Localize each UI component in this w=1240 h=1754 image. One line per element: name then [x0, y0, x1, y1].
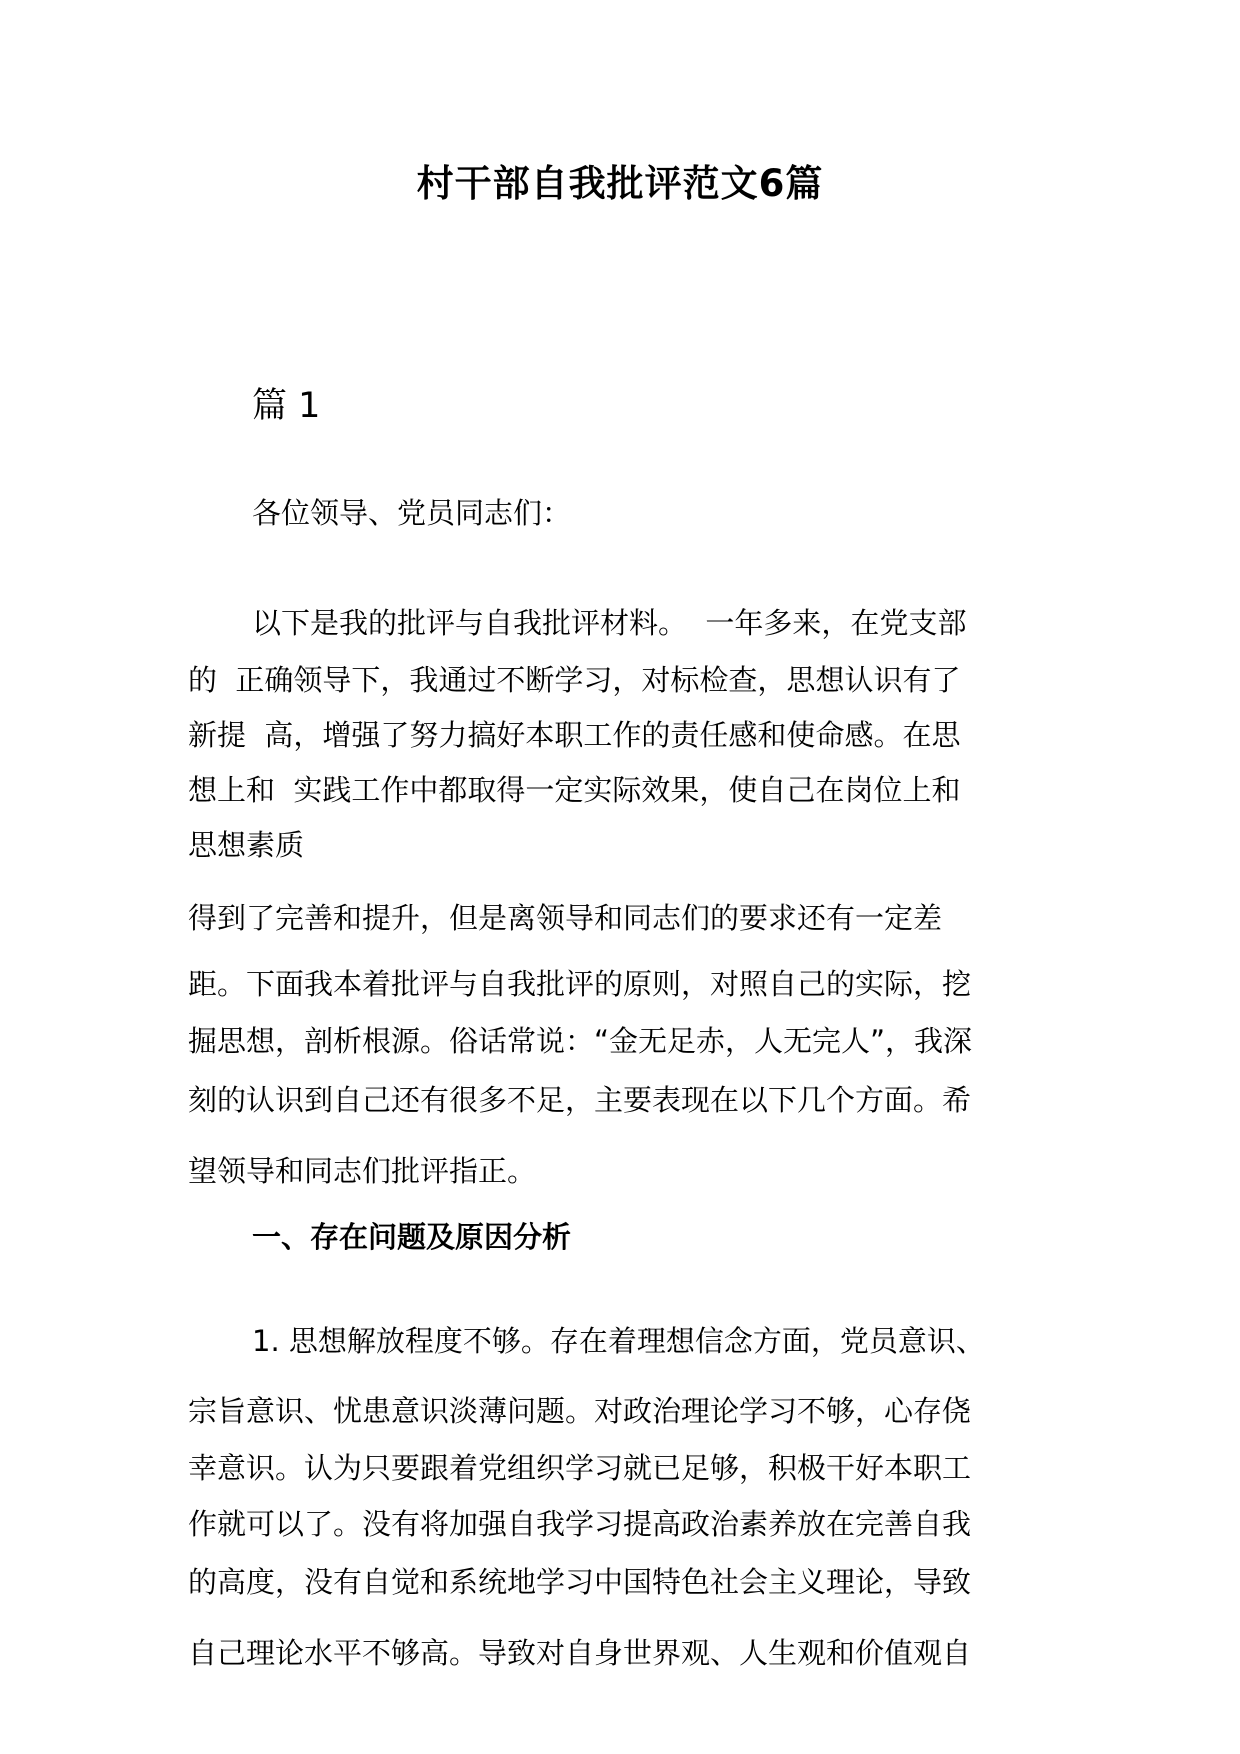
- paragraph-line: 幸意识。认为只要跟着党组织学习就已足够，积极干好本职工: [188, 1451, 972, 1485]
- paragraph-line: 新提 高，增强了努力搞好本职工作的责任感和使命感。在思: [188, 718, 961, 752]
- paragraph-line: 的 正确领导下，我通过不断学习，对标检查，思想认识有了: [188, 663, 961, 697]
- paragraph-line: 刻的认识到自己还有很多不足，主要表现在以下几个方面。希: [188, 1083, 972, 1117]
- paragraph-line: 望领导和同志们批评指正。: [188, 1154, 537, 1188]
- paragraph-line: 掘思想，剖析根源。俗话常说：“金无足赤，人无完人”，我深: [188, 1024, 973, 1058]
- paragraph-line: 的高度，没有自觉和系统地学习中国特色社会主义理论，导致: [188, 1565, 972, 1599]
- paragraph-line: 作就可以了。没有将加强自我学习提高政治素养放在完善自我: [188, 1507, 972, 1541]
- paragraph-line: 得到了完善和提升，但是离领导和同志们的要求还有一定差: [188, 901, 943, 935]
- salutation: 各位领导、党员同志们：: [252, 496, 572, 530]
- document-title: 村干部自我批评范文6篇: [416, 162, 824, 205]
- paragraph-line: 思想素质: [188, 828, 305, 862]
- section-label: 篇 1: [252, 386, 321, 426]
- paragraph-line: 自己理论水平不够高。导致对自身世界观、人生观和价值观自: [188, 1636, 972, 1670]
- section-heading: 一、存在问题及原因分析: [252, 1220, 572, 1254]
- paragraph-line: 距。下面我本着批评与自我批评的原则，对照自己的实际，挖: [188, 967, 972, 1001]
- paragraph-line: 以下是我的批评与自我批评材料。 一年多来，在党支部: [252, 606, 967, 640]
- paragraph-line: 想上和 实践工作中都取得一定实际效果，使自己在岗位上和: [188, 773, 961, 807]
- paragraph-line: 宗旨意识、忧患意识淡薄问题。对政治理论学习不够，心存侥: [188, 1394, 972, 1428]
- paragraph-line: 1. 思想解放程度不够。存在着理想信念方面，党员意识、: [252, 1324, 985, 1358]
